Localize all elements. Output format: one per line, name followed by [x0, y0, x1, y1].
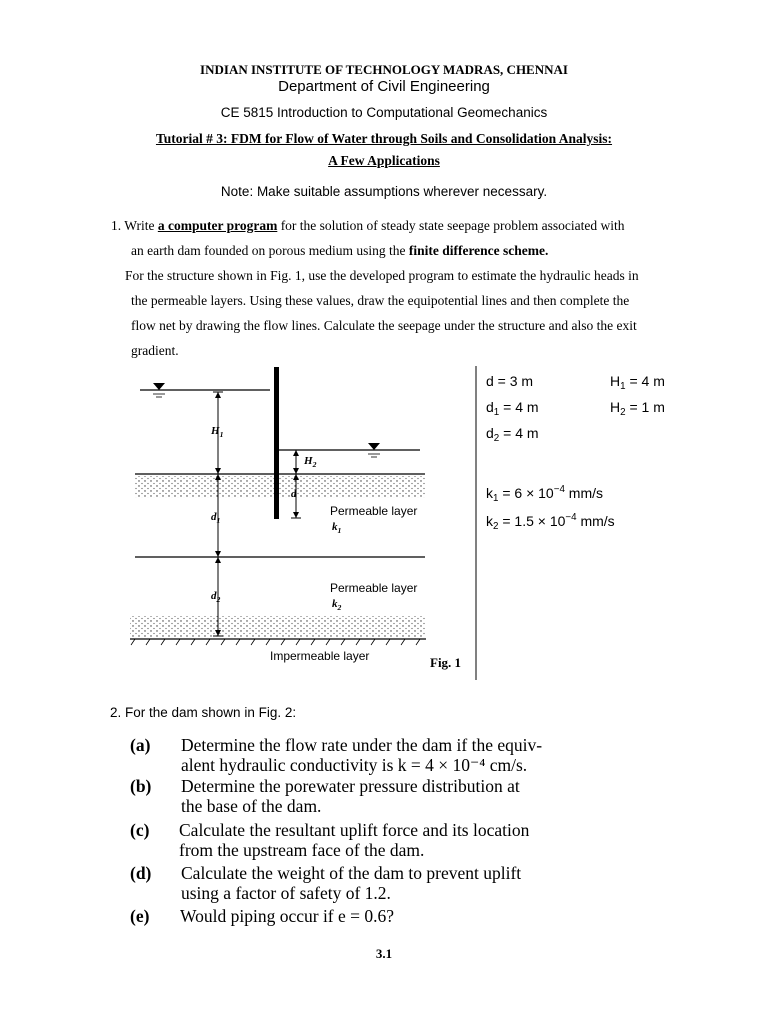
param-d2: $d_2 = 4$ m [486, 425, 539, 444]
q1-line4: the permeable layers. Using these values, draw the equipotential lines and then complete the [131, 293, 630, 308]
param-k2: $k_2 = 1.5 \times 10^{-4}$ mm/s [486, 512, 615, 532]
note: Note: Make suitable assumptions wherever necessary. [220, 184, 548, 199]
department-title: Department of Civil Engineering [278, 78, 490, 95]
layer1-label: Permeable layer [330, 504, 418, 518]
q1-line1-rest: for the solution of steady state seepage problem associated with [280, 218, 625, 233]
q1-line5: flow net by drawing the flow lines. Calculate the seepage under the structure and also the exit [131, 318, 637, 333]
q1-line2: an earth dam founded on porous medium using the finite difference scheme. [131, 243, 549, 258]
param-H2: $H_2 = 1$ m [610, 399, 665, 418]
impermeable-hatching [131, 639, 420, 645]
label-d1: $d_1$ [211, 511, 221, 525]
layer1-k: $k_1$ [332, 521, 342, 535]
label-d2: $d_2$ [211, 590, 221, 604]
downstream-water-symbol [368, 443, 380, 450]
param-d: d = 3 m [486, 373, 534, 389]
page-number: 3.1 [375, 946, 393, 961]
layer2-k: $k_2$ [332, 598, 342, 612]
q2-intro: 2. For the dam shown in Fig. 2: [110, 705, 297, 720]
param-d1: $d_1 = 4$ m [486, 399, 539, 418]
q1-number: 1. Write [111, 218, 155, 233]
q1-line3: For the structure shown in Fig. 1, use the developed program to estimate the hydraulic heads in [125, 268, 639, 283]
soil-texture-right [279, 476, 425, 498]
q1-line6: gradient. [131, 343, 179, 358]
label-H2: $H_2$ [304, 455, 317, 469]
tutorial-title: Tutorial # 3: FDM for Flow of Water through Soils and Consolidation Analysis: [155, 131, 613, 146]
institute-title: INDIAN INSTITUTE OF TECHNOLOGY MADRAS, CHENNAI [200, 62, 568, 77]
impermeable-texture [130, 616, 426, 638]
param-k1: $k_1 = 6 \times 10^{-4}$ mm/s [486, 484, 604, 504]
soil-texture-left [135, 476, 274, 498]
layer2-label: Permeable layer [330, 581, 418, 595]
course-title: CE 5815 Introduction to Computational Geomechanics [220, 105, 548, 120]
param-H1: $H_1 = 4$ m [610, 373, 665, 392]
figure-1-caption: Fig. 1 [430, 655, 462, 670]
label-d: d [291, 488, 297, 500]
label-H1: $H_1$ [211, 425, 224, 439]
upstream-water-symbol [153, 383, 165, 390]
page: INDIAN INSTITUTE OF TECHNOLOGY MADRAS, CHENNAI Department of Civil Engineering CE 5815 Introduction to Computational Geomechanics Tutorial # 3: FDM for Flow of Water through Soils and Consolidation Analysis: A Few Applications Note: Make suitable assumptions wherever necessary. 1. Write a computer program for the solution of steady state seepage problem associated with an earth dam founded on porous medium using the finite difference scheme. For the structure shown in Fig. 1, use the developed program to estimate the hydraulic heads in the permeable layers. Using these values, draw the equipotential lines and then complete the flow net by drawing the flow lines. Calculate the seepage under the structure and also the exit gradient. $H_1$ $H_2$ d $d_1$ $d_2$ Permeable layer $k_1$ Permeable layer $k_2$ Impermeable layer Fig. 1 d = 3 m $H_1 = 4$ m $d_1 = 4$ m $H_2 = 1$ m $d_2 = 4$ m $k_1 = 6 \times 10^{-4}$ mm/s $k_2 = 1.5 \times 10^{-4}$ mm/s 2. For the dam shown in Fig. 2: (a) Determine the flow rate under the dam if the equiv- alent hydraulic conductivity is k = 4 × 10⁻⁴ cm/s. (b) Determine the porewater pressure distribution at the base of the dam. (c) Calculate the resultant uplift force and its location from the upstream face of the dam. (d) Calculate the weight of the dam to prevent uplift using a factor of safety of 1.2. (e) Would piping occur if e = 0.6? 3.1 [0, 0, 768, 1024]
impermeable-label: Impermeable layer [270, 649, 370, 663]
sheet-pile [274, 367, 279, 519]
q1-emphasis: a computer program [157, 218, 278, 233]
tutorial-subtitle: A Few Applications [328, 153, 440, 168]
